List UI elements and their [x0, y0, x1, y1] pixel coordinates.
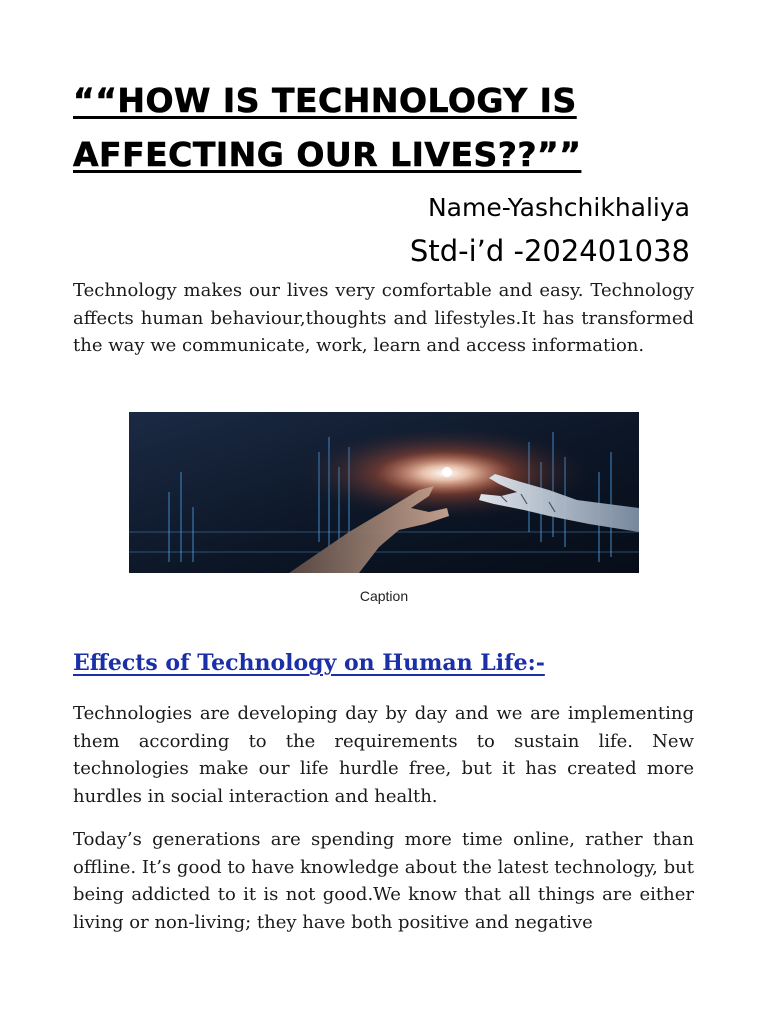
- body-paragraph-2: Today’s generations are spending more time online, rather than offline. It’s good to have knowledge about the latest technology, but being addicted to it is not good.We know that all things are either living or non-living; they have both positive and negative: [73, 829, 694, 933]
- intro-paragraph: Technology makes our lives very comfortable and easy. Technology affects human behaviour,thoughts and lifestyles.It has transformed the way we communicate, work, learn and access information.: [73, 280, 694, 357]
- author-name: Name-Yashchikhaliya: [427, 193, 690, 222]
- section-heading: Effects of Technology on Human Life:-: [73, 650, 545, 676]
- figure-caption: Caption: [359, 588, 409, 604]
- title-line-1: ““HOW IS TECHNOLOGY IS: [73, 81, 577, 120]
- document-title: [73, 74, 693, 182]
- hero-image-illustration: [129, 412, 639, 573]
- student-id: Std-i’d -202401038: [409, 234, 690, 268]
- hero-image-human-robot-hands: [129, 412, 639, 573]
- body-paragraph-1: Technologies are developing day by day and we are implementing them according to the requirements to sustain life. New technologies make our life hurdle free, but it has created more hurdles in social interaction and health.: [73, 703, 694, 807]
- title-line-2: AFFECTING OUR LIVES??””: [73, 135, 582, 174]
